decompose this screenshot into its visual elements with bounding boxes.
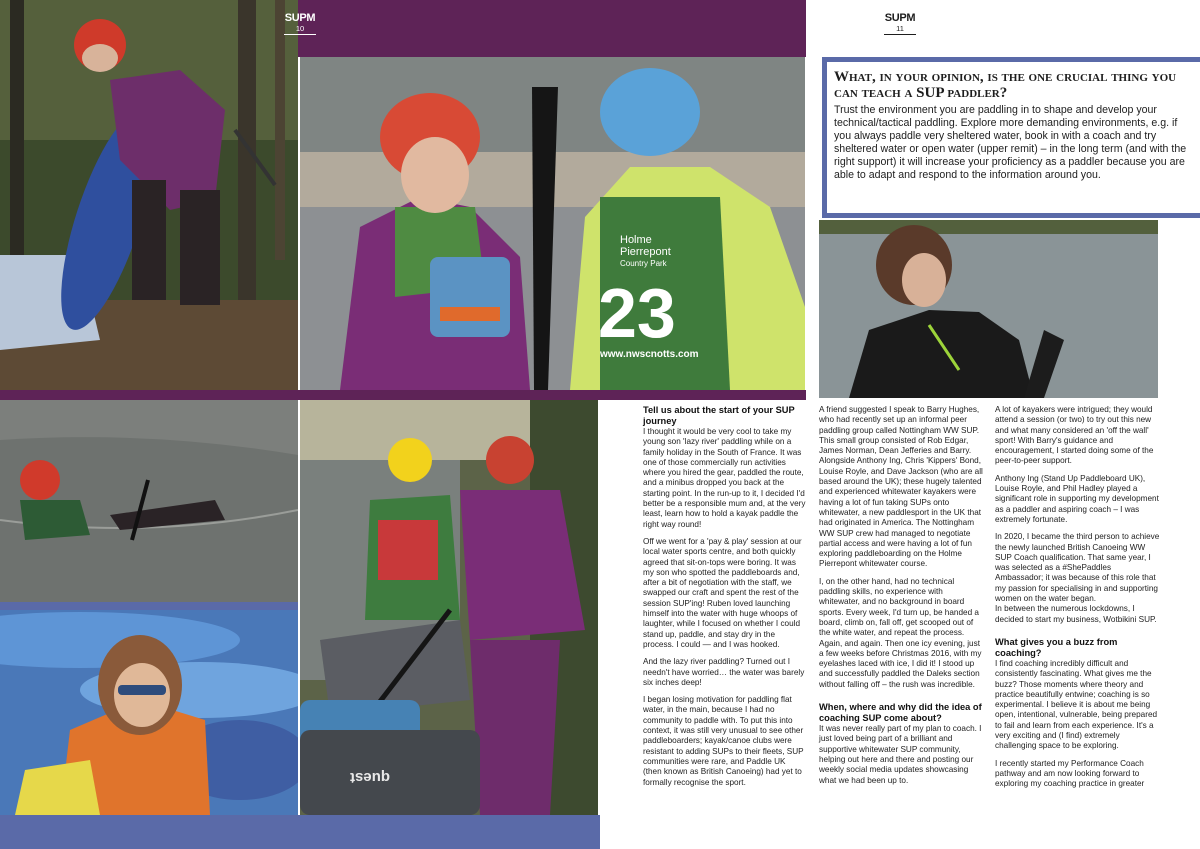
- question-answer: Trust the environment you are paddling in to shape and develop your technical/tactical paddling. Explore more demanding environments, e.g. if you always paddle very sheltered water, book in with a coach and try sheltered water or open water (upper remit) – in the long term (and with the right support) it will increase your proficiency as a paddler because you are able to adapt and respond to the information around you.: [834, 104, 1187, 181]
- photo-coach-pointing-riverbank: [300, 400, 598, 815]
- photo-paddler-in-river: [0, 400, 298, 602]
- paragraph: I, on the other hand, had no technical paddling skills, no experience with whitewater, and no background in board sports. Every week, I'd turn up, be handed a board, climb on, fall off, get scooped out of the white water, and repeat the process. Again, and again. Then one icy evening, just a few weeks before Christmas 2016, with my eyelashes laced with ice, I did it! I stood up and successfully paddled the Daleks section without falling off – the rush was incredible.: [819, 576, 982, 689]
- board-brand-text: quest: [349, 769, 390, 786]
- vest-org-line-3: Country Park: [620, 259, 667, 268]
- paragraph: It was never really part of my plan to coach. I just loved being part of a brilliant and supportive whitewater SUP community, helping out here and there and posting our weekly social media updates showcasing what we had been up to.: [819, 724, 982, 785]
- folio-page-number: 10: [284, 24, 316, 35]
- section-heading: Tell us about the start of your SUP journey: [643, 405, 795, 426]
- photo-woman-carrying-board-woodland: [0, 0, 298, 390]
- article-column-2: [819, 405, 983, 793]
- paragraph: I began losing motivation for paddling flat water, in the main, because I had no community to paddle with. To put this into context, it was still very unusual to see other paddleboarders; kayak/canoe clubs were resistant to adding SUPs to their fleets, SUP communities were rare, and Paddle UK (then known as British Canoeing) had yet to formally recognise the sport.: [643, 695, 804, 787]
- folio-brand: SUPM: [284, 12, 316, 24]
- paragraph: I recently started my Performance Coach pathway and am now looking forward to exploring my coaching practice in greater: [995, 758, 1145, 789]
- bottom-blue-band: [0, 815, 600, 849]
- question-heading: What, in your opinion, is the one crucial thing you can teach a SUP paddler?: [834, 69, 1177, 101]
- question-box: [822, 57, 1200, 218]
- paragraph: In between the numerous lockdowns, I decided to start my business, Wotbikini SUP.: [995, 604, 1157, 624]
- page-folio-left: [284, 13, 316, 35]
- paragraph: Anthony Ing (Stand Up Paddleboard UK), Louise Royle, and Phil Hadley played a significant role in supporting my development as a paddler and aspiring coach – I was extremely fortunate.: [995, 473, 1159, 524]
- photo-woman-smiling-lake: [819, 220, 1158, 398]
- mid-purple-band: [0, 390, 806, 400]
- article-column-1: [643, 405, 806, 795]
- folio-page-number: 11: [884, 24, 916, 35]
- paragraph: In 2020, I became the third person to achieve the newly launched British Canoeing WW SUP Coach qualification. That same year, I was selected as a #ShePaddles Ambassador; it was because of this role that my passion for specialising in and supporting women on the water began.: [995, 532, 1160, 604]
- paragraph: I find coaching incredibly difficult and consistently fascinating. What gives me the buzz? Those moments where theory and practice beautifully entwine; coaching is so experimental. I believe it is about me being open, intentional, vulnerable, being prepared to fail and learn from each experience. It's a very exciting and (I find) extremely challenging space to be exploring.: [995, 658, 1158, 751]
- page-folio-right: [884, 13, 916, 35]
- vest-org-line-1: Holme: [620, 234, 652, 246]
- paragraph: A lot of kayakers were intrigued; they would attend a session (or two) to try out this new and what many considered an 'off the wall' sport! With Barry's guidance and encouragement, I started doing some of the peer-to-peer support.: [995, 405, 1154, 466]
- paragraph: Off we went for a 'pay & play' session at our local water sports centre, and both quickly agreed that sit-on-tops were boring. It was my son who spotted the paddleboards and, after a bit of negotiation with the staff, we swapped our craft and spent the rest of the session SUP'ing! Ruben loved launching himself into the water with huge whoops of laughter, while I focused on whether I could stand up, paddle, and stay dry in the process. I could — and I was hooked.: [643, 536, 802, 649]
- section-heading: What gives you a buzz from coaching?: [995, 636, 1118, 658]
- vest-org-line-2: Pierrepont: [620, 246, 671, 258]
- folio-brand: SUPM: [884, 12, 916, 24]
- photo-two-paddlers-laughing: [300, 57, 805, 390]
- article-column-3: [995, 405, 1161, 797]
- paragraph: A friend suggested I speak to Barry Hughes, who had recently set up an informal peer paddling group called Nottingham WW SUP. This small group consisted of Rob Edgar, James Norman, Dean Jefferies and Barry. Alongside Anthony Ing, Chris 'Kippers' Bond, Louise Royle, and Dave Jackson (who are all based around the UK); these hugely talented and experienced whitewater kayakers were having a lot of fun taking SUPs onto whitewater, a new paddlesport in the UK that had originated in America. The Nottingham WW SUP crew had managed to negotiate partial access and were having a lot of fun exploring paddleboarding on the Holme Pierrepont whitewater course.: [819, 405, 983, 569]
- left-blue-divider: [0, 602, 298, 610]
- section-heading: When, where and why did the idea of coaching SUP come about?: [819, 702, 982, 724]
- paragraph: I thought it would be very cool to take my young son 'lazy river' paddling while on a family holiday in the South of France. It was one of those commercially run activities where you hired the gear, paddled the route, and a minibus dropped you back at the starting point. In the run-up to it, I decided I'd better be a responsible mum and, at the very least, learn how to hold a kayak paddle the right way round!: [643, 427, 806, 529]
- photo-woman-sunglasses-with-boards: [0, 610, 298, 815]
- vest-url: www.nwscnotts.com: [600, 349, 699, 360]
- paragraph: And the lazy river paddling? Turned out I needn't have worried… the water was barely six inches deep!: [643, 657, 805, 687]
- vest-number: 23: [598, 274, 676, 352]
